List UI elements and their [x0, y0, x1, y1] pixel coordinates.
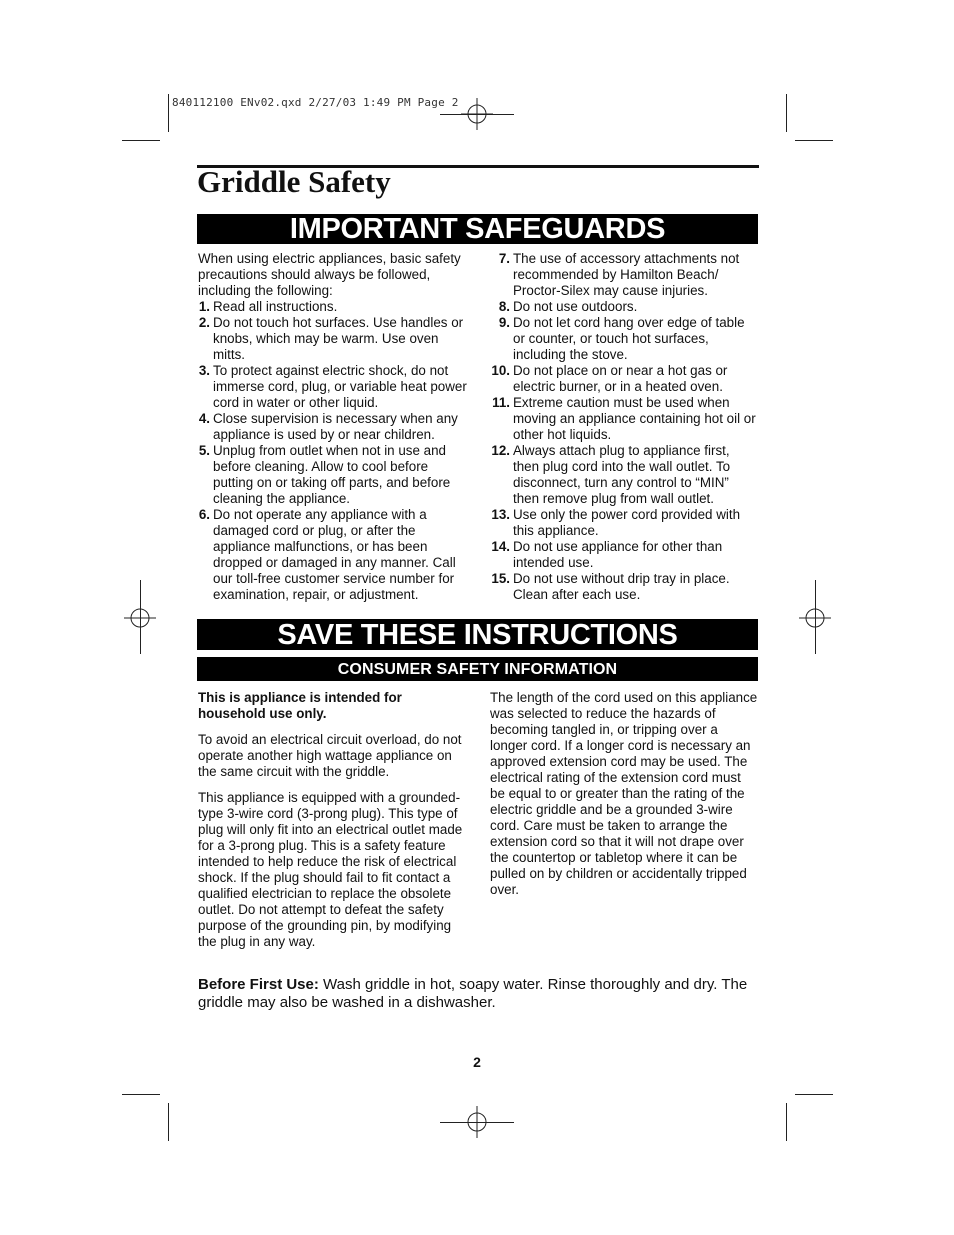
item-text: Close supervision is necessary when any appliance is used by or near children. — [213, 411, 458, 442]
item-number: 9. — [498, 315, 510, 330]
household-note: This is appliance is intended for household use only. — [198, 690, 402, 721]
consumer-info-left — [198, 690, 470, 960]
crop-mark — [786, 94, 787, 132]
crop-mark — [122, 140, 160, 141]
item-number: 12. — [491, 443, 510, 458]
list-item — [198, 363, 470, 411]
item-text: Do not place on or near a hot gas or electric burner, or in a heated oven. — [513, 363, 728, 394]
item-text: To protect against electric shock, do not immerse cord, plug, or variable heat power cord in water or other liquid. — [213, 363, 467, 410]
item-text: Extreme caution must be used when moving an appliance containing hot oil or other hot liquids. — [513, 395, 756, 442]
crop-mark — [168, 94, 169, 132]
list-item — [490, 363, 758, 395]
item-number: 2. — [198, 315, 210, 330]
safeguards-list-left — [198, 299, 470, 603]
item-text: Read all instructions. — [213, 299, 338, 314]
crop-mark — [440, 1122, 514, 1123]
item-number: 15. — [491, 571, 510, 586]
crop-mark — [795, 1094, 833, 1095]
list-item — [490, 299, 758, 315]
list-item — [198, 411, 470, 443]
printer-slug: 840112100 ENv02.qxd 2/27/03 1:49 PM Page 2 — [172, 96, 459, 109]
item-text: Always attach plug to appliance first, then plug cord into the wall outlet. To disconnect, turn any control to “MIN” then remove plug from wall outlet. — [513, 443, 731, 506]
list-item — [490, 539, 758, 571]
item-text: Do not use without drip tray in place. Clean after each use. — [513, 571, 730, 602]
first-use-text: Wash griddle in hot, soapy water. Rinse thoroughly and dry. The griddle may also be washed in a dishwasher. — [198, 976, 748, 1011]
safeguards-intro: When using electric appliances, basic safety precautions should always be followed, including the following: — [198, 251, 461, 298]
item-number: 1. — [198, 299, 210, 314]
item-number: 4. — [198, 411, 210, 426]
safeguards-left-column — [198, 251, 470, 603]
item-text: The use of accessory attachments not recommended by Hamilton Beach/ Proctor-Silex may cause injuries. — [513, 251, 740, 298]
crop-mark — [122, 1094, 160, 1095]
item-text: Do not let cord hang over edge of table or counter, or touch hot surfaces, including the stove. — [513, 315, 745, 362]
overload-paragraph: To avoid an electrical circuit overload, do not operate another high wattage appliance on the same circuit with the griddle. — [198, 732, 462, 779]
list-item — [490, 315, 758, 363]
item-number: 5. — [198, 443, 210, 458]
list-item — [198, 507, 470, 603]
before-first-use — [198, 976, 760, 1012]
safeguards-right-column — [490, 251, 758, 603]
item-text: Do not operate any appliance with a damaged cord or plug, or after the appliance malfunctions, or has been dropped or damaged in any manner. Call our toll-free customer service number for examination, repair, or adjustment. — [213, 507, 456, 602]
crop-mark — [786, 1103, 787, 1141]
first-use-label: Before First Use: — [198, 976, 319, 993]
page-title: Griddle Safety — [197, 164, 391, 199]
item-number: 8. — [498, 299, 510, 314]
list-item — [198, 315, 470, 363]
list-item — [490, 251, 758, 299]
item-number: 14. — [491, 539, 510, 554]
list-item — [490, 571, 758, 603]
item-number: 13. — [491, 507, 510, 522]
item-number: 3. — [198, 363, 210, 378]
item-number: 6. — [198, 507, 210, 522]
list-item — [198, 299, 470, 315]
item-number: 11. — [492, 395, 510, 410]
grounded-plug-paragraph: This appliance is equipped with a grounded-type 3-wire cord (3-prong plug). This type of plug will only fit into an electrical outlet made for a 3-prong plug. This is a safety feature intended to help reduce the risk of electrical shock. If the plug should fail to fit contact a qualified electrician to replace the obsolete outlet. Do not attempt to defeat the safety purpose of the grounding pin, by modifying the plug in any way. — [198, 790, 463, 949]
cord-length-paragraph: The length of the cord used on this appliance was selected to reduce the hazards of becoming tangled in, or tripping over a longer cord. If a longer cord is necessary an approved extension cord may be used. The electrical rating of the extension cord must be equal to or greater than the rating of the electric griddle and be a grounded 3-wire cord. Care must be taken to arrange the extension cord so that it will not drape over the countertop or tabletop where it can be pulled on by children or accidentally tripped over. — [490, 690, 758, 897]
item-number: 7. — [498, 251, 510, 266]
item-number: 10. — [491, 363, 510, 378]
item-text: Do not use appliance for other than intended use. — [513, 539, 723, 570]
consumer-info-right — [490, 690, 758, 908]
list-item — [490, 395, 758, 443]
crop-mark — [140, 580, 141, 654]
list-item — [490, 507, 758, 539]
list-item — [490, 443, 758, 507]
save-instructions-banner: SAVE THESE INSTRUCTIONS — [197, 619, 758, 650]
item-text: Use only the power cord provided with this appliance. — [513, 507, 741, 538]
crop-mark — [795, 140, 833, 141]
important-safeguards-banner: IMPORTANT SAFEGUARDS — [197, 214, 758, 244]
crop-mark — [440, 114, 514, 115]
consumer-safety-banner: CONSUMER SAFETY INFORMATION — [197, 657, 758, 681]
item-text: Unplug from outlet when not in use and before cleaning. Allow to cool before putting on or taking off parts, and before cleaning the appliance. — [213, 443, 451, 506]
crop-mark — [815, 580, 816, 654]
list-item — [198, 443, 470, 507]
crop-mark — [168, 1103, 169, 1141]
safeguards-list-right — [490, 251, 758, 603]
item-text: Do not touch hot surfaces. Use handles or knobs, which may be warm. Use oven mitts. — [213, 315, 464, 362]
page-number: 2 — [473, 1054, 481, 1070]
item-text: Do not use outdoors. — [513, 299, 638, 314]
